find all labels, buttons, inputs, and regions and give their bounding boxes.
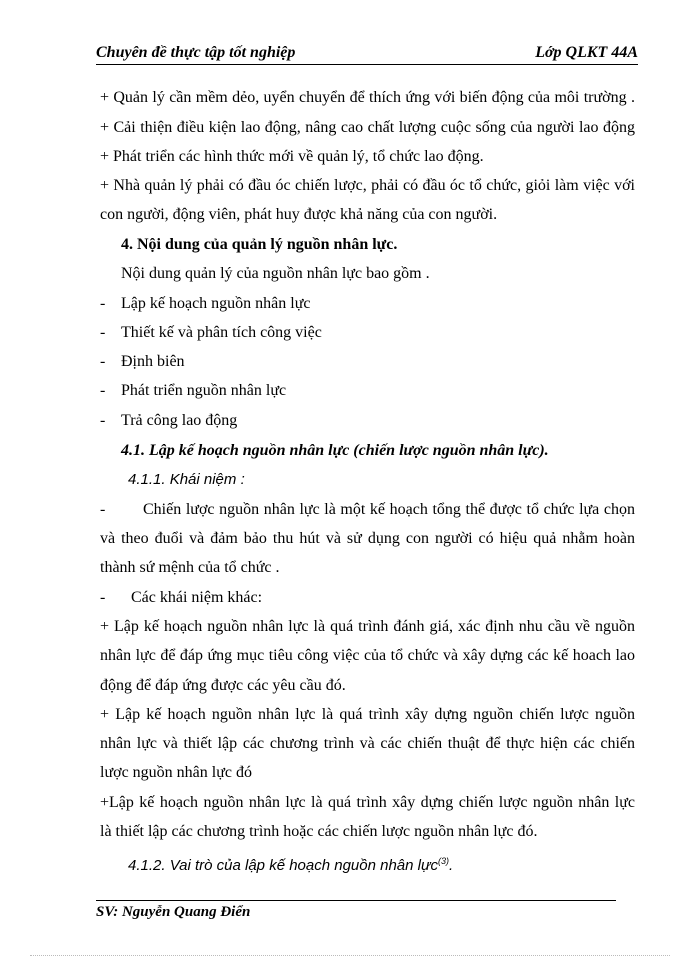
subsubsection-heading: 4.1.1. Khái niệm : (128, 471, 245, 488)
page-edge (30, 955, 670, 956)
footer-author: SV: Nguyễn Quang Điển (96, 904, 251, 920)
subsubsection-heading: 4.1.2. Vai trò của lập kế hoạch nguồn nhân lực$^{(3)}$. (128, 856, 454, 874)
paragraph-line: + Nhà quản lý phải có đầu óc chiến lược, phải có đầu óc tổ chức, giỏi làm việc với (100, 177, 635, 194)
section-heading: 4. Nội dung của quản lý nguồn nhân lực. (121, 236, 398, 253)
footer-divider (96, 900, 616, 901)
paragraph-line: + Lập kế hoạch nguồn nhân lực là quá trình xây dựng nguồn chiến lược nguồn (100, 706, 635, 723)
paragraph-line: lược nguồn nhân lực đó (100, 764, 252, 781)
paragraph-line: con người, động viên, phát huy được khả năng của con người. (100, 206, 498, 223)
paragraph-line: + Quản lý cần mềm dẻo, uyển chuyển để thích ứng với biến động của môi trường . (100, 89, 635, 106)
page-header (96, 42, 638, 65)
paragraph-line: động để đáp ứng được các yêu cầu đó. (100, 677, 346, 694)
paragraph-line: thành sứ mệnh của tổ chức . (100, 559, 280, 576)
footnote-ref: (3) (438, 856, 449, 866)
paragraph-line: và theo đuổi và đảm bảo thu hút và sử dụng con người có hiệu quả nhằm hoàn (100, 530, 635, 547)
paragraph-line: + Cải thiện điều kiện lao động, nâng cao chất lượng cuộc sống của người lao động (100, 119, 635, 136)
paragraph-line: + Lập kế hoạch nguồn nhân lực là quá trình đánh giá, xác định nhu cầu về nguồn (100, 618, 635, 635)
paragraph-line: +Lập kế hoạch nguồn nhân lực là quá trình xây dựng chiến lược nguồn nhân lực (100, 794, 635, 811)
header-title: Chuyên đề thực tập tốt nghiệp (96, 44, 296, 61)
subsection-heading: 4.1. Lập kế hoạch nguồn nhân lực (chiến lược nguồn nhân lực). (121, 442, 549, 459)
document-page: Chuyên đề thực tập tốt nghiệp Lớp QLKT 44A + Quản lý cần mềm dẻo, uyển chuyển để thích ứng với biến động của môi trường . + Cải thiện điều kiện lao động, nâng cao chất lượng cuộc sống của người lao động + Phát triển các hình thức mới về quản lý, tổ chức lao động. + Nhà quản lý phải có đầu óc chiến lược, phải có đầu óc tổ chức, giỏi làm việc với con người, động viên, phát huy được khả năng của con người. 4. Nội dung của quản lý nguồn nhân lực. Nội dung quản lý của nguồn nhân lực bao gồm . - Lập kế hoạch nguồn nhân lực - Thiết kế và phân tích công việc - Định biên - Phát triển nguồn nhân lực - Trả công lao động 4.1. Lập kế hoạch nguồn nhân lực (chiến lược nguồn nhân lực). 4.1.1. Khái niệm : - Chiến lược nguồn nhân lực là một kế hoạch tổng thể được tổ chức lựa chọn và theo đuổi và đảm bảo thu hút và sử dụng con người có hiệu quả nhằm hoàn thành sứ mệnh của tổ chức . - Các khái niệm khác: + Lập kế hoạch nguồn nhân lực là quá trình đánh giá, xác định nhu cầu về nguồn nhân lực để đáp ứng mục tiêu công việc của tổ chức và xây dựng các kế hoach lao động để đáp ứng được các yêu cầu đó. + Lập kế hoạch nguồn nhân lực là quá trình xây dựng nguồn chiến lược nguồn nhân lực và thiết lập các chương trình và các chiến thuật để thực hiện các chiến lược nguồn nhân lực đó +Lập kế hoạch nguồn nhân lực là quá trình xây dựng chiến lược nguồn nhân lực là thiết lập các chương trình hoặc các chiến lược nguồn nhân lực đó. 4.1.2. Vai trò của lập kế hoạch nguồn nhân lực$^{(3)}$. SV: Nguyễn Quang Điển (0, 0, 700, 960)
paragraph-line: là thiết lập các chương trình hoặc các chiến lược nguồn nhân lực đó. (100, 823, 538, 840)
paragraph-line: nhân lực để đáp ứng mục tiêu công việc của tổ chức và xây dựng các kế hoach lao (100, 647, 635, 664)
intro-text: Nội dung quản lý của nguồn nhân lực bao gồm . (121, 265, 430, 282)
header-class: Lớp QLKT 44A (535, 44, 638, 61)
paragraph-line: nhân lực và thiết lập các chương trình và các chiến thuật để thực hiện các chiến (100, 735, 635, 752)
paragraph-line: + Phát triển các hình thức mới về quản lý, tổ chức lao động. (100, 148, 484, 165)
